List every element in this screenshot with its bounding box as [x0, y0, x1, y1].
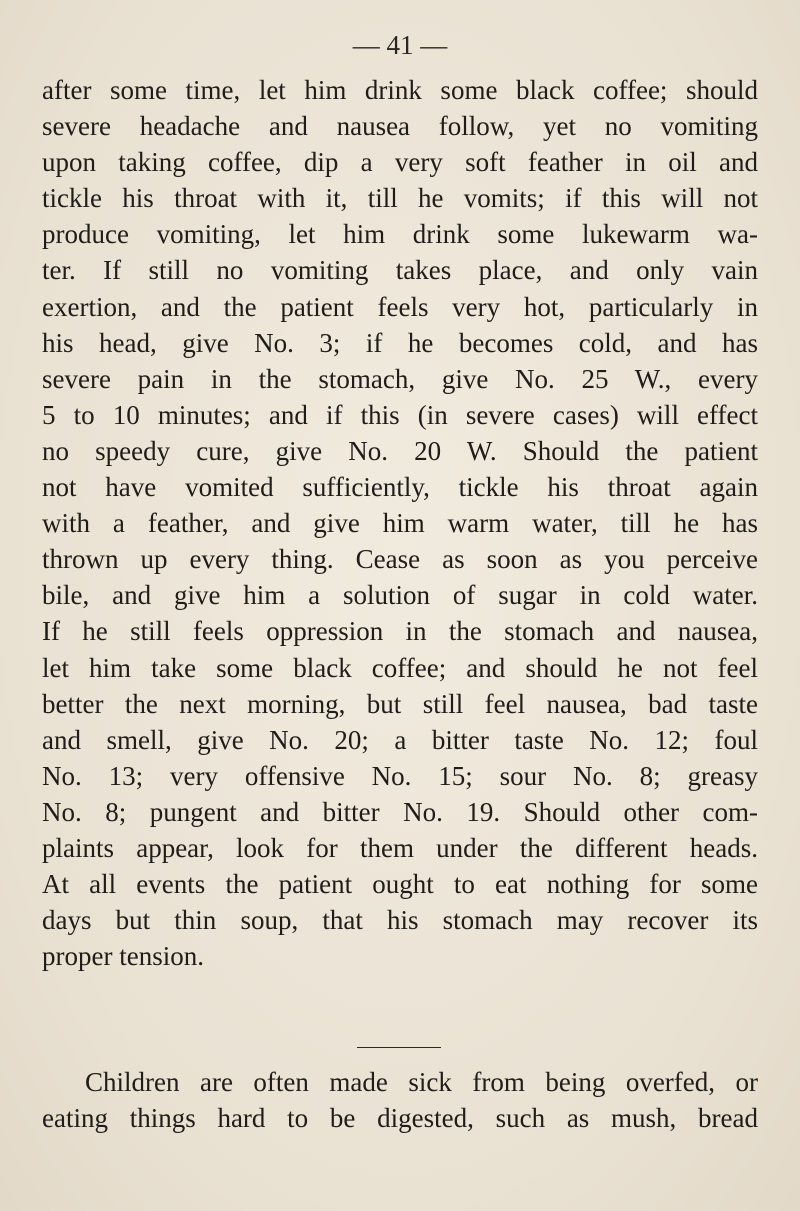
text-line: tickle his throat with it, till he vomits; if this will not — [42, 183, 758, 214]
text-line: eating things hard to be digested, such as mush, bread — [42, 1103, 758, 1133]
text-line: ter. If still no vomiting takes place, and only vain — [42, 255, 758, 286]
text-line: At all events the patient ought to eat nothing for some — [42, 869, 758, 900]
text-line: exertion, and the patient feels very hot, particularly in — [42, 291, 758, 322]
text-line: proper tension. — [42, 941, 204, 972]
text-line: let him take some black coffee; and should he not feel — [42, 652, 758, 683]
text-line: severe headache and nausea follow, yet no vomiting — [42, 111, 758, 142]
text-line: after some time, let him drink some black coffee; should — [42, 75, 758, 105]
text-line: plaints appear, look for them under the different heads. — [42, 832, 758, 863]
text-line: If he still feels oppression in the stomach and nausea, — [42, 616, 758, 647]
text-line: better the next morning, but still feel nausea, bad taste — [42, 688, 758, 719]
text-line: No. 13; very offensive No. 15; sour No. 8; greasy — [42, 760, 758, 791]
section-divider — [357, 1047, 441, 1048]
text-line: his head, give No. 3; if he becomes cold, and has — [42, 327, 758, 358]
text-line: with a feather, and give him warm water, till he has — [42, 508, 758, 539]
text-line: severe pain in the stomach, give No. 25 W., every — [42, 363, 758, 394]
page-number: — 41 — — [352, 30, 448, 60]
text-line: produce vomiting, let him drink some lukewarm wa- — [42, 219, 758, 250]
text-line: No. 8; pungent and bitter No. 19. Should other com- — [42, 796, 758, 827]
text-line: and smell, give No. 20; a bitter taste No. 12; foul — [42, 724, 758, 755]
text-line: no speedy cure, give No. 20 W. Should the patient — [42, 435, 758, 466]
text-line: thrown up every thing. Cease as soon as you perceive — [42, 544, 758, 575]
paragraph-1 — [42, 72, 758, 974]
text-line: upon taking coffee, dip a very soft feather in oil and — [42, 147, 758, 178]
text-line: not have vomited sufficiently, tickle his throat again — [42, 472, 758, 503]
text-line: bile, and give him a solution of sugar in cold water. — [42, 580, 758, 611]
text-line: days but thin soup, that his stomach may recover its — [42, 905, 758, 936]
text-line: 5 to 10 minutes; and if this (in severe cases) will effect — [42, 399, 758, 430]
paragraph-2 — [42, 1064, 758, 1136]
text-line: Children are often made sick from being overfed, or — [85, 1067, 758, 1097]
